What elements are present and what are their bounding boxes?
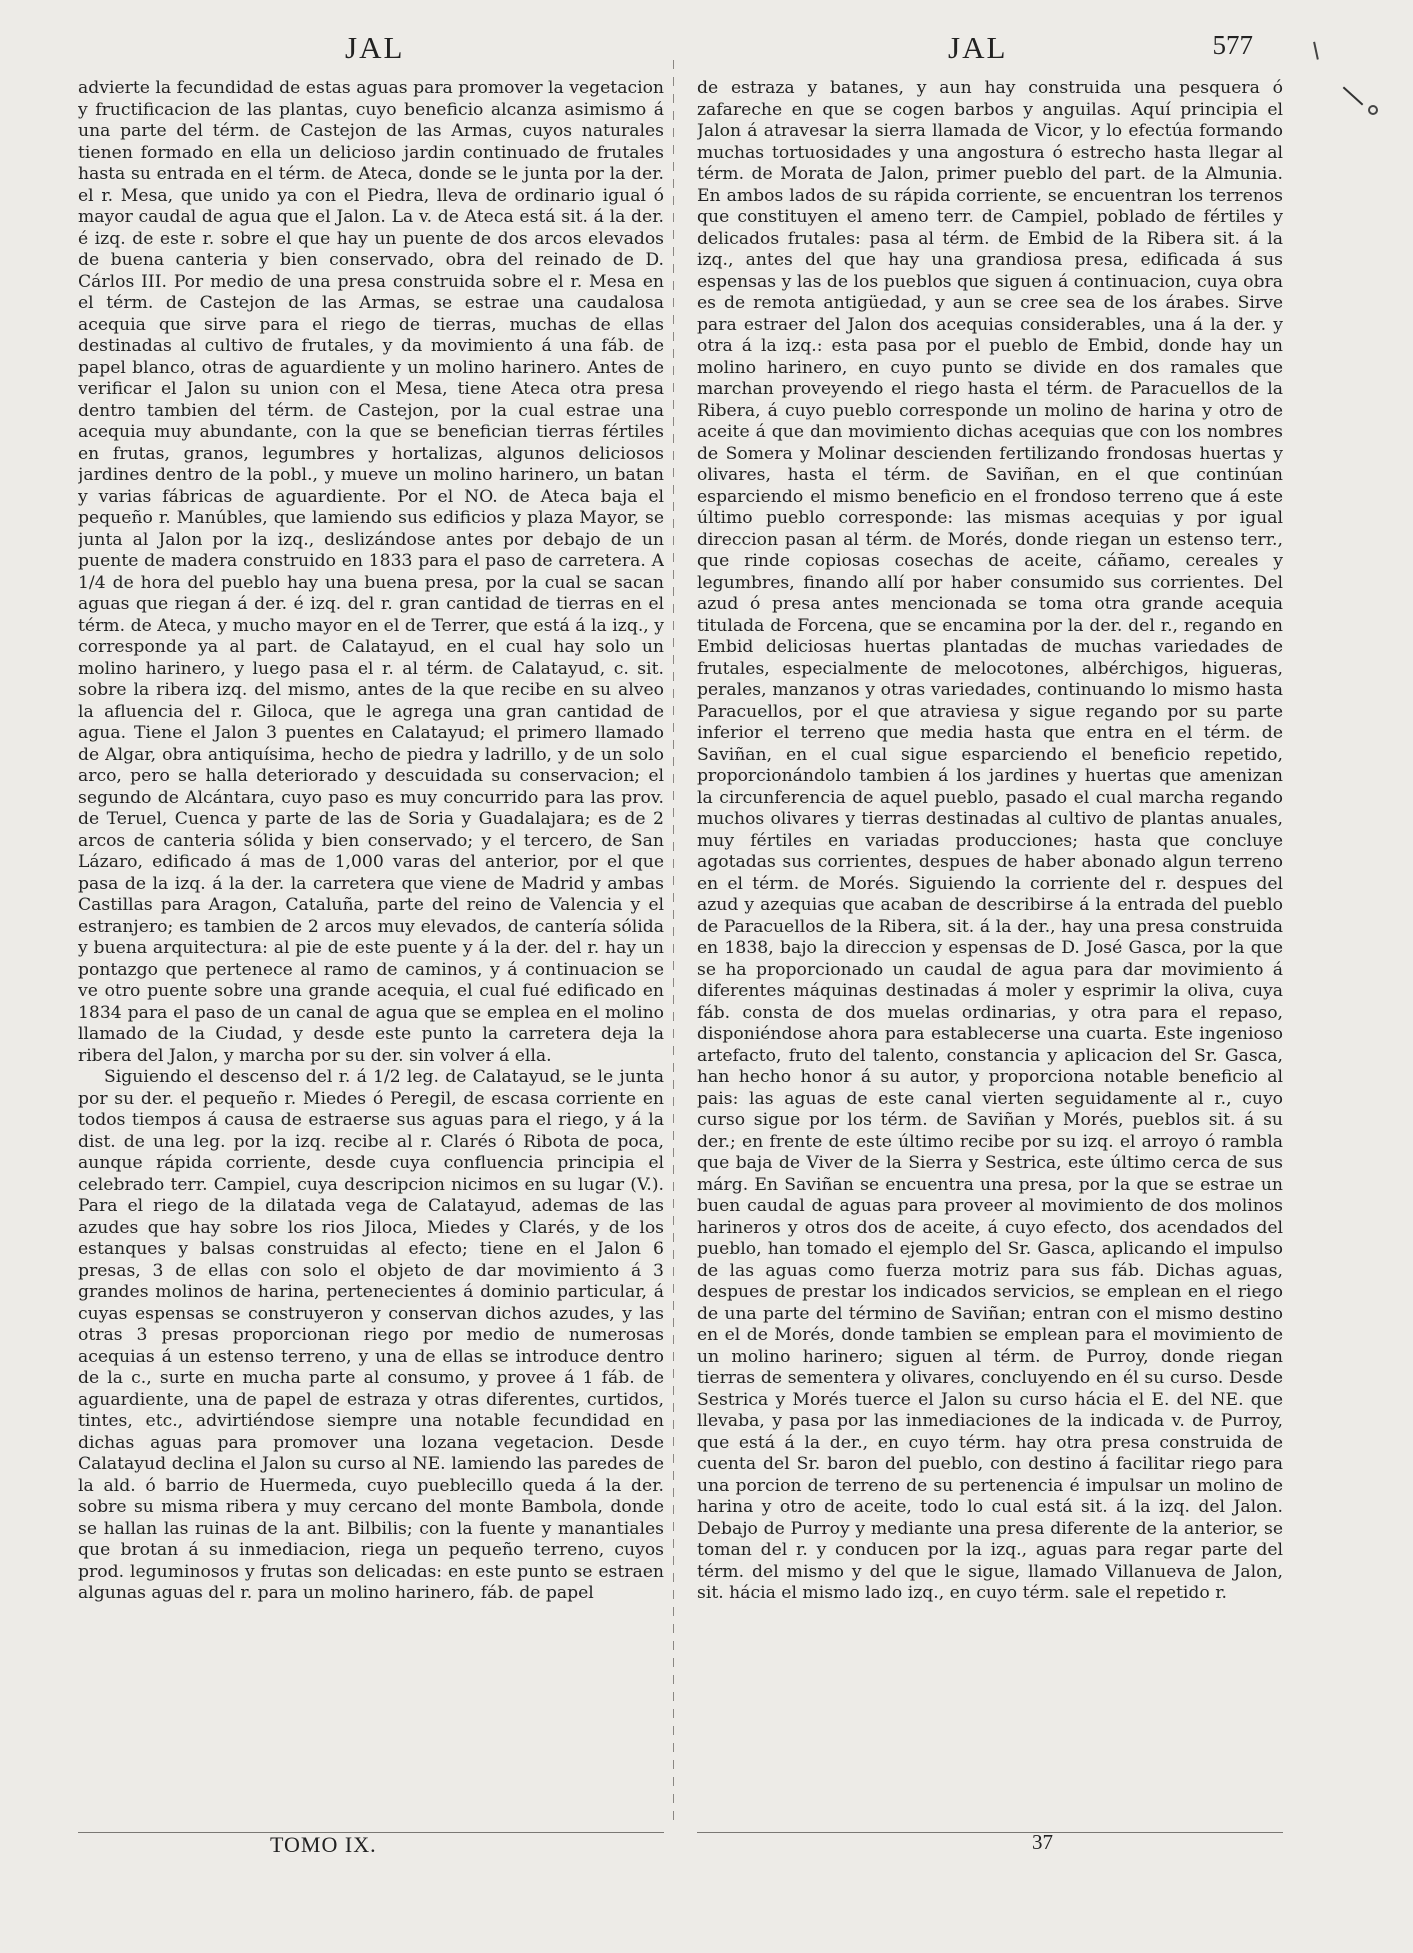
running-head-left: JAL (345, 30, 405, 65)
left-column (78, 78, 664, 1823)
running-head-right: JAL (948, 30, 1008, 65)
signature-mark: 37 (1032, 1830, 1053, 1854)
margin-mark (1310, 42, 1319, 61)
margin-mark (1368, 105, 1378, 115)
paragraph: advierte la fecundidad de estas aguas para promover la vegetacion y fructificacion de las plantas, cuyo beneficio alcanza asimismo á una parte del térm. de Castejon de las Armas, cuyos naturales tienen formado en ella un delicioso jardin continuado de frutales hasta su entrada en el térm. de Ateca, donde se le junta por la der. el r. Mesa, que unido ya con el Piedra, lleva de ordinario igual ó mayor caudal de agua que el Jalon. La v. de Ateca está sit. á la der. é izq. de este r. sobre el que hay un puente de dos arcos elevados de buena canteria y bien conservado, obra del reinado de D. Cárlos III. Por medio de una presa construida sobre el r. Mesa en el térm. de Castejon de las Armas, se estrae una caudalosa acequia que sirve para el riego de tierras, muchas de ellas destinadas al cultivo de frutales, y da movimiento á una fáb. de papel blanco, otras de aguardiente y un molino harinero. Antes de verificar el Jalon su union con el Mesa, tiene Ateca otra presa dentro tambien del térm. de Castejon, por la cual estrae una acequia muy abundante, con la que se benefician tierras fértiles en frutas, granos, legumbres y hortalizas, algunos deliciosos jardines dentro de la pobl., y mueve un molino harinero, un batan y varias fábricas de aguardiente. Por el NO. de Ateca baja el pequeño r. Manúbles, que lamiendo sus edificios y plaza Mayor, se junta al Jalon por la izq., deslizándose antes por debajo de un puente de madera construido en 1833 para el paso de carretera. A 1/4 de hora del pueblo hay una buena presa, por la cual se sacan aguas que riegan á der. é izq. del r. gran cantidad de tierras en el térm. de Ateca, y mucho mayor en el de Terrer, que está á la izq., y corresponde ya al part. de Calatayud, en el cual hay solo un molino harinero, y luego pasa el r. al térm. de Calatayud, c. sit. sobre la ribera izq. del mismo, antes de la que recibe en su alveo la afluencia del r. Giloca, que le agrega una gran cantidad de agua. Tiene el Jalon 3 puentes en Calatayud; el primero llamado de Algar, obra antiquísima, hecho de piedra y ladrillo, y de un solo arco, pero se halla deteriorado y descuidada su conservacion; el segundo de Alcántara, cuyo paso es muy concurrido para las prov. de Teruel, Cuenca y parte de las de Soria y Guadalajara; es de 2 arcos de canteria sólida y bien conservado; y el tercero, de San Lázaro, edificado á mas de 1,000 varas del anterior, por el que pasa de la izq. á la der. la carretera que viene de Madrid y ambas Castillas para Aragon, Cataluña, parte del reino de Valencia y el estranjero; es tambien de 2 arcos muy elevados, de cantería sólida y buena arquitectura: al pie de este puente y á la der. del r. hay un pontazgo que pertenece al ramo de caminos, y á continuacion se ve otro puente sobre una grande acequia, el cual fué edificado en 1834 para el paso de un canal de agua que se emplea en el molino llamado de la Ciudad, y desde este punto la carretera deja la ribera del Jalon, y marcha por su der. sin volver á ella. (78, 78, 664, 1066)
paragraph: Siguiendo el descenso del r. á 1/2 leg. de Calatayud, se le junta por su der. el pequeño r. Miedes ó Peregil, de escasa corriente en todos tiempos á causa de estraerse sus aguas para el riego, y á la dist. de una leg. por la izq. recibe al r. Clarés ó Ribota de poca, aunque rápida corriente, desde cuya confluencia principia el celebrado terr. Campiel, cuya descripcion nicimos en su lugar (V.). Para el riego de la dilatada vega de Calatayud, ademas de las azudes que hay sobre los rios Jiloca, Miedes y Clarés, y de los estanques y balsas construidas al efecto; tiene en el Jalon 6 presas, 3 de ellas con solo el objeto de dar movimiento á 3 grandes molinos de harina, pertenecientes á dominio particular, á cuyas espensas se construyeron y conservan dichos azudes, y las otras 3 presas proporcionan riego por medio de numerosas acequias á un estenso terreno, y una de ellas se introduce dentro de la c., surte en mucha parte al consumo, y provee á 1 fáb. de aguardiente, una de papel de estraza y otras diferentes, curtidos, tintes, etc., advirtiéndose siempre una notable fecundidad en dichas aguas para promover una lozana vegetacion. Desde Calatayud declina el Jalon su curso al NE. lamiendo las paredes de la ald. ó barrio de Huermeda, cuyo pueblecillo queda á la der. sobre su misma ribera y muy cercano del monte Bambola, donde se hallan las ruinas de la ant. Bilbilis; con la fuente y manantiales que brotan á su inmediacion, riega un pequeño terreno, cuyos prod. leguminosos y frutas son delicadas: en este punto se estraen algunas aguas del r. para un molino harinero, fáb. de papel (78, 1067, 664, 1603)
column-divider (673, 60, 674, 1820)
right-column (697, 78, 1283, 1803)
paragraph: de estraza y batanes, y aun hay construida una pesquera ó zafareche en que se cogen barbos y anguilas. Aquí principia el Jalon á atravesar la sierra llamada de Vicor, y lo efectúa formando muchas tortuosidades y una angostura ó estrecho hasta llegar al térm. de Morata de Jalon, primer pueblo del part. de la Almunia. En ambos lados de su rápida corriente, se encuentran los terrenos que constituyen el ameno terr. de Campiel, poblado de fértiles y delicados frutales: pasa al térm. de Embid de la Ribera sit. á la izq., antes del que hay una grandiosa presa, edificada á sus espensas y las de los pueblos que siguen á continuacion, cuya obra es de remota antigüedad, y aun se cree sea de los árabes. Sirve para estraer del Jalon dos acequias considerables, una á la der. y otra á la izq.: esta pasa por el pueblo de Embid, donde hay un molino harinero, en cuyo punto se divide en dos ramales que marchan proveyendo el riego hasta el térm. de Paracuellos de la Ribera, á cuyo pueblo corresponde un molino de harina y otro de aceite á que dan movimiento dichas acequias que con los nombres de Somera y Molinar descienden fertilizando frondosas huertas y olivares, hasta el térm. de Saviñan, en el que continúan esparciendo el mismo beneficio en el frondoso terreno que á este último pueblo corresponde: las mismas acequias y por igual direccion pasan al térm. de Morés, donde riegan un estenso terr., que rinde copiosas cosechas de aceite, cáñamo, cereales y legumbres, finando allí por haber consumido sus corrientes. Del azud ó presa antes mencionada se toma otra grande acequia titulada de Forcena, que se encamina por la der. del r., regando en Embid deliciosas huertas plantadas de muchas variedades de frutales, especialmente de melocotones, albérchigos, higueras, perales, manzanos y otras variedades, continuando lo mismo hasta Paracuellos, por el que atraviesa y sigue regando por su parte inferior el terreno que media hasta que entra en el térm. de Saviñan, en el cual sigue esparciendo el beneficio repetido, proporcionándolo tambien á los jardines y huertas que amenizan la circunferencia de aquel pueblo, pasado el cual marcha regando muchos olivares y tierras destinadas al cultivo de plantas anuales, muy fértiles en variadas producciones; hasta que concluye agotadas sus corrientes, despues de haber abonado algun terreno en el térm. de Morés. Siguiendo la corriente del r. despues del azud y azequias que acaban de describirse á la entrada del pueblo de Paracuellos de la Ribera, sit. á la der., hay una presa construida en 1838, bajo la direccion y espensas de D. José Gasca, por la que se ha proporcionado un caudal de agua para dar movimiento á diferentes máquinas destinadas á moler y esprimir la oliva, cuya fáb. consta de dos muelas ordinarias, y otra para el repaso, disponiéndose ahora para establecerse una cuarta. Este ingenioso artefacto, fruto del talento, constancia y aplicacion del Sr. Gasca, han hecho honor á su autor, y proporciona notable beneficio al pais: las aguas de este canal vierten seguidamente al r., cuyo curso sigue por los térm. de Saviñan y Morés, pueblos sit. á su der.; en frente de este último recibe por su izq. el arroyo ó rambla que baja de Viver de la Sierra y Sestrica, este último cerca de sus márg. En Saviñan se encuentra una presa, por la que se estrae un buen caudal de aguas para proveer al movimiento de dos molinos harineros y otros dos de aceite, á cuyo efecto, dos acendados del pueblo, han tomado el ejemplo del Sr. Gasca, aplicando el impulso de las aguas como fuerza motriz para sus fáb. Dichas aguas, despues de prestar los indicados servicios, se emplean en el riego de una parte del término de Saviñan; entran con el mismo destino en el de Morés, donde tambien se emplean para el movimiento de un molino harinero; siguen al térm. de Purroy, donde riegan tierras de sementera y olivares, concluyendo en él su curso. Desde Sestrica y Morés tuerce el Jalon su curso hácia el E. del NE. que llevaba, y pasa por las inmediaciones de la indicada v. de Purroy, que está á la der., en cuyo térm. hay otra presa construida de cuenta del Sr. baron del pueblo, con destino á facilitar riego para una porcion de terreno de su pertenencia é impulsar un molino de harina y otro de aceite, todo lo cual está sit. á la izq. del Jalon. Debajo de Purroy y mediante una presa diferente de la anterior, se toman del r. y conducen por la izq., aguas para regar parte del térm. del mismo y del que le sigue, llamado Villanueva de Jalon, sit. hácia el mismo lado izq., en cuyo térm. sale el repetido r. (697, 78, 1283, 1603)
page-number: 577 (1212, 30, 1253, 60)
footer-rule (697, 1832, 1283, 1833)
volume-label: TOMO IX. (270, 1832, 377, 1857)
margin-mark (1343, 87, 1364, 106)
